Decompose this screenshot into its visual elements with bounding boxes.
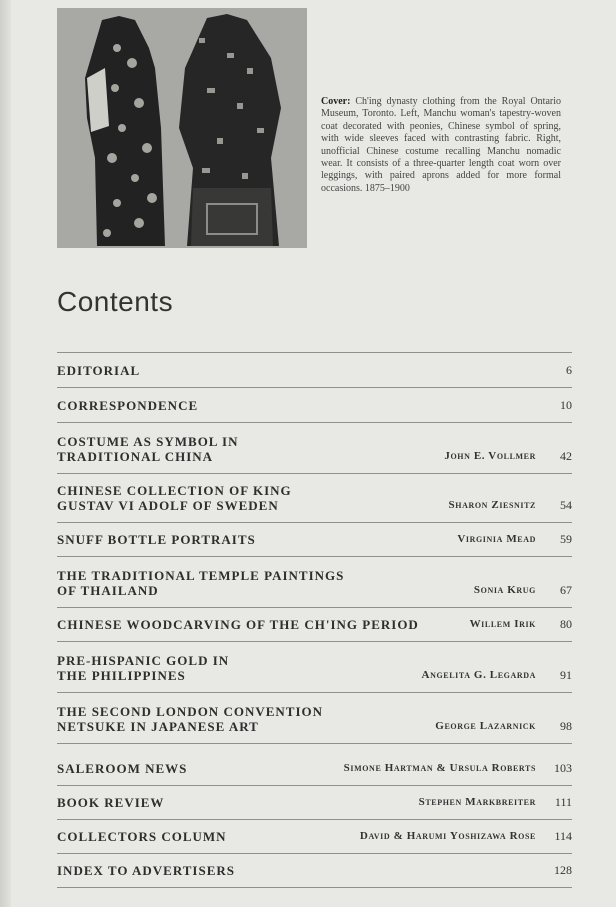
toc-entry-page-number: 10 <box>560 398 572 412</box>
cover-caption <box>321 96 561 195</box>
toc-entry-title-line: EDITORIAL <box>57 363 141 378</box>
toc-entry-title-line: COSTUME AS SYMBOL IN <box>57 434 239 449</box>
toc-entry-page-number: 103 <box>554 761 572 775</box>
toc-entry-title <box>57 761 187 776</box>
toc-entry-author: Sharon Ziesnitz <box>448 499 536 511</box>
page-binding-edge <box>0 0 11 907</box>
toc-entry-page-number: 80 <box>560 617 572 631</box>
toc-entry-title-line: SALEROOM NEWS <box>57 761 188 776</box>
toc-entry-title-line: TRADITIONAL CHINA <box>57 449 214 464</box>
toc-entry-page-number: 114 <box>554 829 572 843</box>
toc-entry-title-line: GUSTAV VI ADOLF OF SWEDEN <box>57 498 279 513</box>
toc-entry-page-number: 42 <box>560 449 572 463</box>
costume-figures-image <box>57 8 307 248</box>
toc-entry-page-number: 98 <box>560 719 572 733</box>
toc-entry-author: David & Harumi Yoshizawa Rose <box>359 830 536 842</box>
toc-entry-title-line: THE SECOND LONDON CONVENTION <box>57 704 324 719</box>
caption-lead: Cover: <box>321 96 351 107</box>
toc-entry-title-line: SNUFF BOTTLE PORTRAITS <box>57 532 256 547</box>
toc-entry-author: George Lazarnick <box>435 720 536 732</box>
toc-entry-page-number: 128 <box>554 863 572 877</box>
toc-entry-title-line: CHINESE COLLECTION OF KING <box>57 483 292 498</box>
toc-entry-author: John E. Vollmer <box>444 450 536 462</box>
toc-entry <box>57 853 572 878</box>
toc-entry-title <box>57 617 419 632</box>
toc-entry <box>57 692 572 734</box>
toc-entry-title <box>57 795 164 810</box>
toc-entry-title <box>57 863 235 878</box>
cover-photo <box>57 8 307 248</box>
toc-entry-title <box>57 363 140 378</box>
contents-title: Contents <box>57 286 174 317</box>
toc-entry-author: Stephen Markbreiter <box>418 796 536 808</box>
toc-entry-title-line: INDEX TO ADVERTISERS <box>57 863 236 878</box>
toc-entry-title <box>57 704 323 734</box>
toc-entry-title-line: NETSUKE IN JAPANESE ART <box>57 719 259 734</box>
toc-entry-author: Simone Hartman & Ursula Roberts <box>343 762 536 774</box>
toc-entry <box>57 522 572 547</box>
toc-entry-title <box>57 398 198 413</box>
caption-text: Ch'ing dynasty clothing from the Royal Ontario Museum, Toronto. Left, Manchu woman's tapestry-woven coat decorated with peonies, Chinese symbol of spring, with wide sleeves faced with contrasting fabric. Right, unofficial Chinese costume recalling Manchu nomadic wear. It consists of a three-quarter length coat worn over leggings, with paired aprons added for more formal occasions. 1875–1900 <box>321 96 561 194</box>
toc-entry-page-number: 59 <box>560 532 572 546</box>
toc-entry-title-line: BOOK REVIEW <box>57 795 165 810</box>
toc-entry-title <box>57 483 292 513</box>
toc-entry-page-number: 111 <box>554 795 572 809</box>
toc-entry-title <box>57 568 344 598</box>
toc-entry-page-number: 6 <box>566 363 572 377</box>
toc-entry-title <box>57 434 238 464</box>
toc-entry-title-line: THE PHILIPPINES <box>57 668 186 683</box>
toc-entry-author: Angelita G. Legarda <box>421 669 536 681</box>
toc-entry-author: Willem Irik <box>469 618 536 630</box>
toc-entry-title <box>57 653 229 683</box>
toc-entry <box>57 743 572 776</box>
toc-entry-title <box>57 829 227 844</box>
toc-entry <box>57 785 572 810</box>
toc-entry <box>57 819 572 844</box>
toc-entry-title-line: THE TRADITIONAL TEMPLE PAINTINGS <box>57 568 345 583</box>
toc-entry <box>57 556 572 598</box>
toc-entry <box>57 422 572 464</box>
toc-entry <box>57 607 572 632</box>
toc-entry-title-line: CORRESPONDENCE <box>57 398 199 413</box>
toc-entry-author: Virginia Mead <box>457 533 536 545</box>
toc-entry <box>57 473 572 513</box>
toc-entry-title-line: COLLECTORS COLUMN <box>57 829 227 844</box>
divider-rule <box>57 887 572 888</box>
toc-entry-title-line: PRE-HISPANIC GOLD IN <box>57 653 230 668</box>
toc-entry-page-number: 54 <box>560 498 572 512</box>
toc-entry <box>57 352 572 378</box>
toc-entry-page-number: 67 <box>560 583 572 597</box>
toc-entry <box>57 387 572 413</box>
toc-entry <box>57 641 572 683</box>
toc-entry-author: Sonia Krug <box>473 584 536 596</box>
toc-entry-title <box>57 532 256 547</box>
toc-entry-page-number: 91 <box>560 668 572 682</box>
toc-entry-title-line: OF THAILAND <box>57 583 159 598</box>
toc-entry-title-line: CHINESE WOODCARVING OF THE CH'ING PERIOD <box>57 617 419 632</box>
